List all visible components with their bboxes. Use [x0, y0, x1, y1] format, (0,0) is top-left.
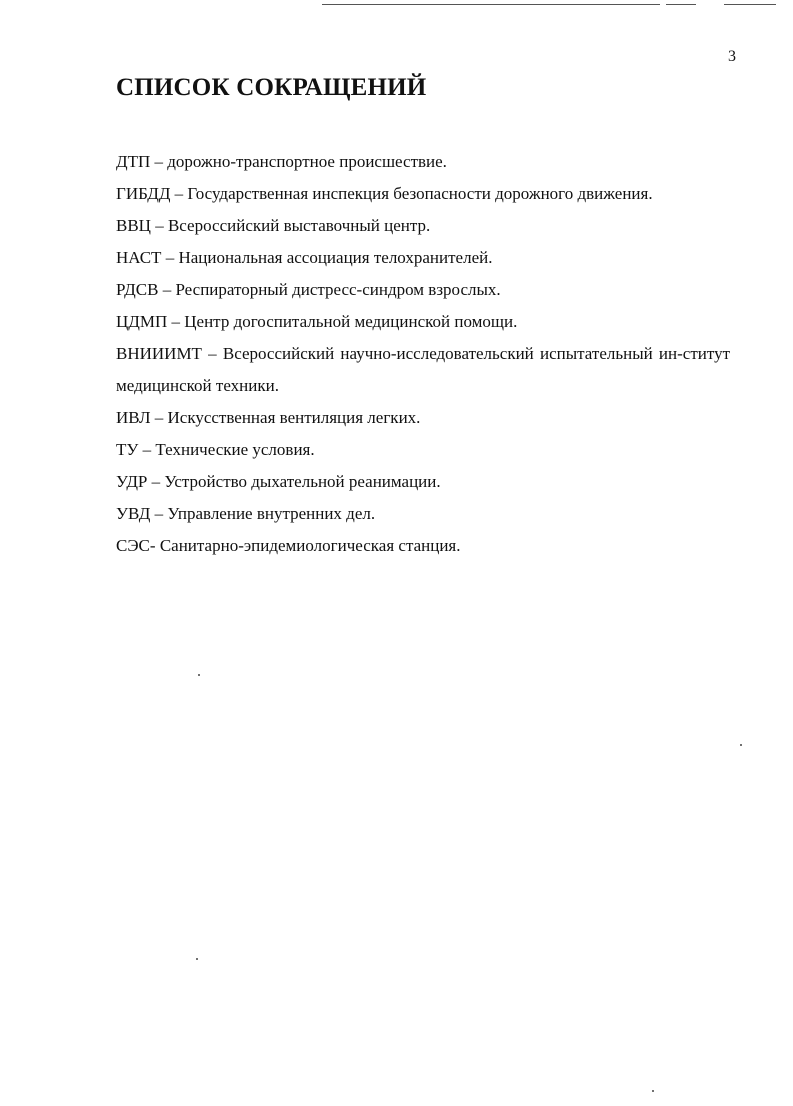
- abbreviation-separator: –: [147, 472, 165, 491]
- abbreviation-separator: –: [170, 184, 188, 203]
- abbreviation-entry: [116, 434, 730, 466]
- abbreviation-definition: Респираторный дистресс-синдром взрослых.: [175, 280, 501, 299]
- abbreviation-term: УДР: [116, 472, 148, 491]
- abbreviation-separator: –: [150, 152, 168, 171]
- abbreviation-entry: [116, 530, 730, 562]
- abbreviation-definition: дорожно-транспортное происшествие.: [167, 152, 447, 171]
- abbreviation-separator: -: [149, 536, 160, 555]
- abbreviation-entry: [116, 402, 730, 434]
- abbreviation-definition: Государственная инспекция безопасности дорожного движения.: [187, 184, 653, 203]
- abbreviation-entry: [116, 306, 730, 338]
- abbreviation-term: ИВЛ: [116, 408, 151, 427]
- scan-artifact-line: [724, 4, 776, 5]
- abbreviation-separator: –: [201, 344, 223, 363]
- abbreviation-term: НАСТ: [116, 248, 162, 267]
- abbreviation-definition: Всероссийский выставочный центр.: [167, 216, 431, 235]
- abbreviation-definition: Технические условия.: [155, 440, 315, 459]
- abbreviation-definition: Национальная ассоциация телохранителей.: [178, 248, 493, 267]
- abbreviation-separator: –: [150, 216, 168, 235]
- abbreviation-separator: –: [150, 408, 168, 427]
- scan-speck: [198, 674, 200, 676]
- abbreviation-separator: –: [161, 248, 179, 267]
- abbreviation-term: ДТП: [116, 152, 151, 171]
- abbreviation-separator: –: [138, 440, 156, 459]
- abbreviation-term: ГИБДД: [116, 184, 171, 203]
- abbreviation-term: РДСВ: [116, 280, 159, 299]
- abbreviation-term: СЭС: [116, 536, 150, 555]
- abbreviation-definition: Управление внутренних дел.: [167, 504, 376, 523]
- abbreviation-term: УВД: [116, 504, 151, 523]
- abbreviation-entry: [116, 466, 730, 498]
- scan-speck: [196, 958, 198, 960]
- abbreviation-term: ТУ: [116, 440, 139, 459]
- abbreviation-definition: Искусственная вентиляция легких.: [167, 408, 421, 427]
- abbreviation-term: ВНИИИМТ: [116, 344, 202, 363]
- abbreviation-definition: Устройство дыхательной реанимации.: [164, 472, 441, 491]
- scan-speck: [652, 1090, 654, 1092]
- page-title: СПИСОК СОКРАЩЕНИЙ: [116, 74, 427, 101]
- abbreviation-entry: [116, 178, 730, 210]
- scan-speck: [740, 744, 742, 746]
- page-number: 3: [728, 48, 736, 65]
- abbreviation-definition: Всероссийский научно-исследовательский испытательный ин-ститут медицинской техники.: [116, 344, 730, 395]
- abbreviation-definition: Санитарно-эпидемиологическая станция.: [159, 536, 461, 555]
- abbreviation-entry: [116, 498, 730, 530]
- scan-artifact-line: [666, 4, 696, 5]
- abbreviation-term: ЦДМП: [116, 312, 168, 331]
- abbreviation-entry: [116, 146, 730, 178]
- abbreviation-separator: –: [167, 312, 185, 331]
- abbreviation-entry: [116, 274, 730, 306]
- abbreviation-entry: [116, 210, 730, 242]
- abbreviation-entry: [116, 242, 730, 274]
- abbreviation-list: [116, 146, 730, 562]
- scan-artifact-line: [322, 4, 660, 5]
- abbreviation-definition: Центр догоспитальной медицинской помощи.: [184, 312, 518, 331]
- abbreviation-entry: [116, 338, 730, 402]
- abbreviation-term: ВВЦ: [116, 216, 151, 235]
- abbreviation-separator: –: [150, 504, 168, 523]
- abbreviation-separator: –: [158, 280, 176, 299]
